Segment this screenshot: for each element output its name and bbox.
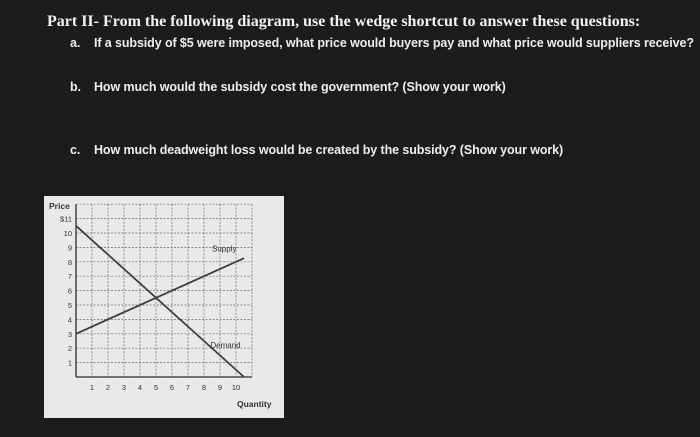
x-axis-label: Quantity (237, 399, 272, 409)
x-tick-label: 7 (185, 383, 191, 392)
y-tick-label: 5 (67, 301, 72, 310)
x-tick-label: 8 (201, 383, 207, 392)
question-b-label: b. (70, 80, 81, 94)
y-tick-label: 2 (67, 344, 72, 354)
question-b-text: How much would the subsidy cost the government? (Show your work) (94, 80, 506, 94)
x-tick-label: 1 (89, 383, 95, 392)
question-a-text: If a subsidy of $5 were imposed, what price would buyers pay and what price would suppliers receive? (94, 36, 694, 50)
question-c-text: How much deadweight loss would be created by the subsidy? (Show your work) (94, 143, 564, 157)
question-a (70, 36, 694, 50)
question-c-label: c. (70, 143, 81, 157)
page-heading: Part II- From the following diagram, use the wedge shortcut to answer these questions: (47, 13, 641, 30)
y-tick-label: 6 (67, 286, 72, 296)
supply-demand-chart (44, 196, 284, 418)
y-tick-label: 10 (63, 229, 72, 238)
x-tick-label: 5 (153, 383, 159, 392)
y-axis-label: Price (49, 201, 70, 211)
y-tick-label: 3 (67, 329, 72, 339)
demand-label: Demand (210, 341, 241, 351)
x-tick-label: 9 (217, 383, 223, 392)
y-tick-label: $11 (60, 214, 72, 224)
y-tick-label: 4 (67, 315, 72, 325)
y-tick-label: 1 (67, 358, 72, 368)
x-tick-label: 3 (121, 383, 127, 392)
question-c (70, 143, 563, 157)
supply-label: Supply (212, 244, 237, 254)
question-a-label: a. (70, 36, 81, 50)
x-tick-label: 4 (137, 383, 143, 392)
y-tick-label: 8 (67, 257, 72, 267)
y-tick-label: 7 (67, 272, 72, 282)
x-tick-label: 10 (231, 383, 241, 392)
y-tick-label: 9 (67, 243, 72, 253)
x-tick-label: 6 (169, 383, 175, 392)
question-b (70, 80, 506, 94)
x-tick-label: 2 (105, 383, 111, 392)
